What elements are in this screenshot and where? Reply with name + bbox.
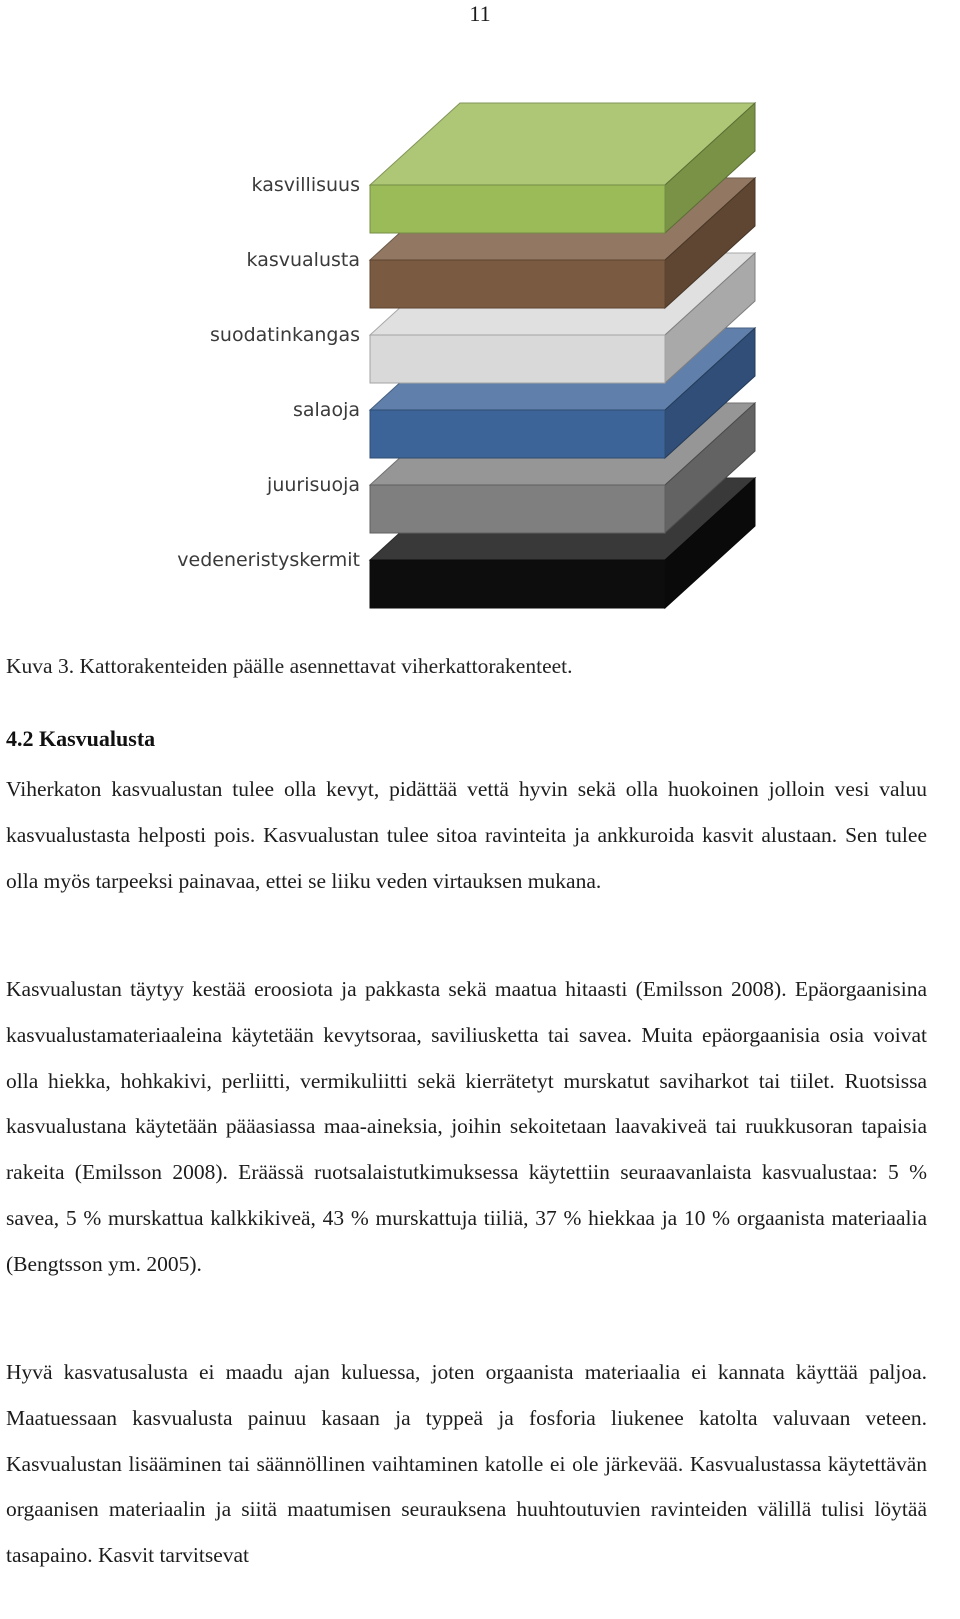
layer-front-face bbox=[370, 485, 665, 533]
paragraph-3: Hyvä kasvatusalusta ei maadu ajan kuluessa, joten orgaanista materiaalia ei kannata käyttää paljoa. Maatuessaan kasvualusta painuu kasaan ja typpeä ja fosforia liukenee katolta valuvaan veteen. Kasvualustan lisääminen tai säännöllinen vaihtaminen katolle ei ole järkevää. Kasvualustassa käytettävän orgaanisen materiaalin ja siitä maatumisen seurauksena huuhtoutuvien ravinteiden välillä tulisi löytää tasapaino. Kasvit tarvitsevat bbox=[6, 1360, 927, 1568]
layer-front-face bbox=[370, 560, 665, 608]
layer-label-vedeneristyskermit: vedeneristyskermit bbox=[177, 549, 360, 571]
page-number: 11 bbox=[469, 1, 491, 26]
figure-caption: Kuva 3. Kattorakenteiden päälle asennettavat viherkattorakenteet. bbox=[6, 654, 573, 678]
layer-front-face bbox=[370, 185, 665, 233]
layer-label-salaoja: salaoja bbox=[292, 399, 360, 421]
layer-label-kasvualusta: kasvualusta bbox=[246, 249, 360, 271]
layer-label-kasvillisuus: kasvillisuus bbox=[251, 174, 360, 196]
layer-label-suodatinkangas: suodatinkangas bbox=[210, 324, 360, 346]
layer-label-juurisuoja: juurisuoja bbox=[267, 474, 360, 496]
paragraph-1: Viherkaton kasvualustan tulee olla kevyt, pidättää vettä hyvin sekä olla huokoinen jolloin vesi valuu kasvualustasta helposti pois. Kasvualustan tulee sitoa ravinteita ja ankkuroida kasvit alustaan. Sen tulee olla myös tarpeeksi painavaa, ettei se liiku veden virtauksen mukana. bbox=[6, 777, 927, 893]
paragraph-2: Kasvualustan täytyy kestää eroosiota ja pakkasta sekä maatua hitaasti (Emilsson 2008). Epäorgaanisina kasvualustamateriaaleina käytetään kevytsoraa, saviliusketta tai savea. Muita epäorgaanisia osia voivat olla hiekka, hohkakivi, perliitti, vermikuliitti sekä kierrätetyt murskatut saviharkot tai tiilet. Ruotsissa kasvualustana käytetään pääasiassa maa-aineksia, joihin sekoitetaan laavakiveä tai ruukkusoran tapaisia rakeita (Emilsson 2008). Eräässä ruotsalaistutkimuksessa käytettiin seuraavanlaista kasvualustaa: 5 % savea, 5 % murskattua kalkkikiveä, 43 % murskattuja tiiliä, 37 % hiekkaa ja 10 % orgaanista materiaalia (Bengtsson ym. 2005). bbox=[6, 977, 927, 1276]
layer-front-face bbox=[370, 335, 665, 383]
layer-front-face bbox=[370, 410, 665, 458]
section-heading: 4.2 Kasvualusta bbox=[6, 726, 156, 751]
layer-front-face bbox=[370, 260, 665, 308]
green-roof-layer-diagram bbox=[170, 80, 790, 640]
